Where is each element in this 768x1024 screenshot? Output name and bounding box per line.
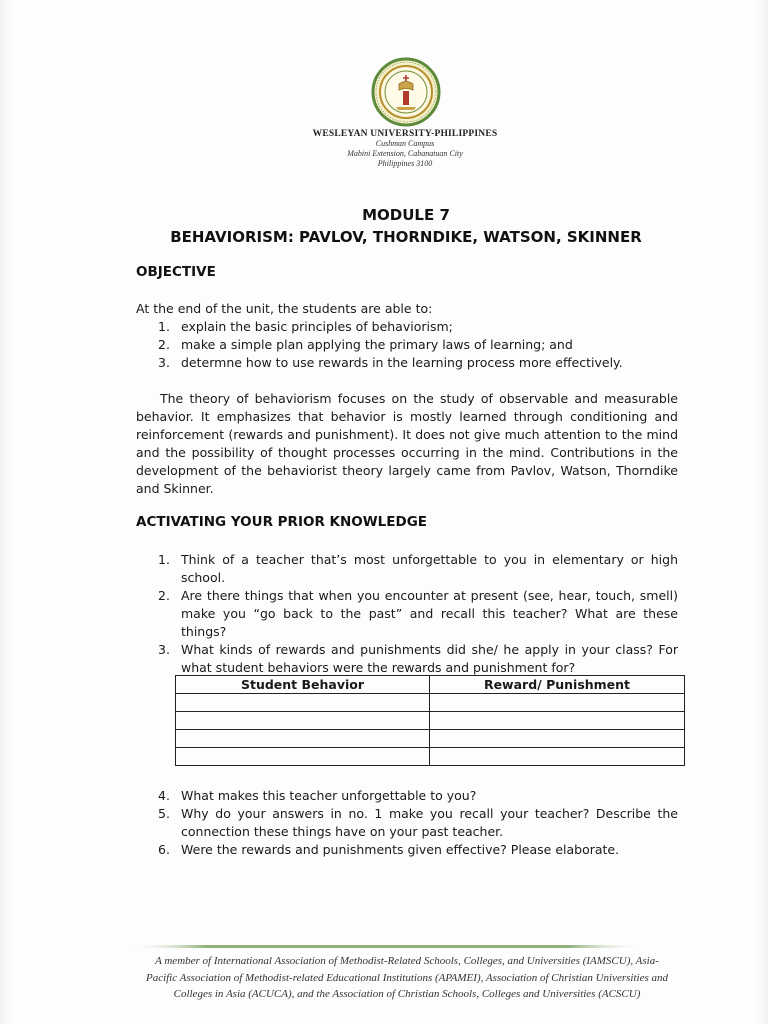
page-edge-right bbox=[756, 0, 768, 1024]
table-cell bbox=[430, 748, 685, 766]
question-2-line: things? bbox=[181, 624, 227, 639]
table-cell bbox=[430, 694, 685, 712]
paragraph-line: and Skinner. bbox=[136, 481, 214, 496]
paragraph-line: and the possibility of thought processes occurring in the mind. Contributions in the bbox=[136, 445, 678, 460]
university-seal-icon bbox=[371, 57, 441, 127]
campus-line: Cushman Campus bbox=[375, 139, 435, 148]
question-6-line: Were the rewards and punishments given effective? Please elaborate. bbox=[181, 842, 620, 857]
question-4-line: What makes this teacher unforgettable to you? bbox=[181, 788, 477, 803]
question-1-line: Think of a teacher that’s most unforgettable to you in elementary or high bbox=[181, 552, 678, 567]
module-title: MODULE 7 bbox=[362, 206, 450, 224]
question-5-line: Why do your answers in no. 1 make you recall your teacher? Describe the bbox=[181, 806, 678, 821]
objective-item-3-number: 3. bbox=[158, 355, 170, 370]
question-2-line: make you “go back to the past” and recall this teacher? What are these bbox=[181, 606, 678, 621]
objective-heading: OBJECTIVE bbox=[136, 264, 216, 280]
country-line: Philippines 3100 bbox=[377, 159, 433, 168]
table-cell bbox=[430, 712, 685, 730]
table-cell bbox=[176, 730, 430, 748]
question-6-number: 6. bbox=[158, 842, 170, 857]
question-2-number: 2. bbox=[158, 588, 170, 603]
footer-divider bbox=[128, 944, 646, 950]
footer-line: Pacific Association of Methodist-related Educational Institutions (APAMEI), Association of Christian Universities and bbox=[145, 971, 669, 984]
footer-line: A member of International Association of Methodist-Related Schools, Colleges, and Universities (IAMSCU), Asia- bbox=[155, 955, 659, 967]
table-header-row bbox=[176, 676, 685, 694]
question-4-number: 4. bbox=[158, 788, 170, 803]
question-3-number: 3. bbox=[158, 642, 170, 657]
table-row bbox=[176, 748, 685, 766]
paragraph-line: behavior. It emphasizes that behavior is mostly learned through conditioning and bbox=[136, 409, 678, 424]
question-3-line: what student behaviors were the rewards and punishment for? bbox=[181, 660, 576, 675]
module-subtitle: BEHAVIORISM: PAVLOV, THORNDIKE, WATSON, SKINNER bbox=[170, 228, 642, 246]
question-1-line: school. bbox=[181, 570, 226, 585]
behavior-reward-table bbox=[175, 675, 685, 766]
paragraph-line: reinforcement (rewards and punishment). It does not give much attention to the mind bbox=[136, 427, 678, 442]
table-row bbox=[176, 712, 685, 730]
objective-item-2-number: 2. bbox=[158, 337, 170, 352]
question-2-line: Are there things that when you encounter at present (see, hear, touch, smell) bbox=[181, 588, 678, 603]
question-3-line: What kinds of rewards and punishments did she/ he apply in your class? For bbox=[181, 642, 678, 657]
objective-item-1: explain the basic principles of behaviorism; bbox=[181, 319, 453, 334]
table-cell bbox=[176, 712, 430, 730]
activating-heading: ACTIVATING YOUR PRIOR KNOWLEDGE bbox=[136, 514, 428, 530]
footer-membership-note bbox=[134, 953, 680, 1003]
question-5-line: connection these things have on your past teacher. bbox=[181, 824, 504, 839]
page-edge-left bbox=[0, 0, 12, 1024]
table-cell bbox=[176, 694, 430, 712]
objective-item-2: make a simple plan applying the primary laws of learning; and bbox=[181, 337, 573, 352]
address-line: Mabini Extension, Cabanatuan City bbox=[347, 149, 463, 158]
table-row bbox=[176, 730, 685, 748]
question-5-number: 5. bbox=[158, 806, 170, 821]
university-header bbox=[300, 129, 510, 169]
university-name: WESLEYAN UNIVERSITY-PHILIPPINES bbox=[312, 129, 498, 139]
question-1-number: 1. bbox=[158, 552, 170, 567]
column-header-reward-punishment: Reward/ Punishment bbox=[430, 676, 685, 694]
table-row bbox=[176, 694, 685, 712]
objective-item-1-number: 1. bbox=[158, 319, 170, 334]
table-cell bbox=[430, 730, 685, 748]
objective-item-3: determne how to use rewards in the learning process more effectively. bbox=[181, 355, 623, 370]
paragraph-line: development of the behaviorist theory largely came from Pavlov, Watson, Thorndike bbox=[136, 463, 678, 478]
objective-intro: At the end of the unit, the students are able to: bbox=[136, 301, 433, 316]
paragraph-line: The theory of behaviorism focuses on the study of observable and measurable bbox=[160, 391, 678, 406]
column-header-student-behavior: Student Behavior bbox=[176, 676, 430, 694]
table-cell bbox=[176, 748, 430, 766]
footer-line: Colleges in Asia (ACUCA), and the Association of Christian Schools, Colleges and Universities (ACSCU) bbox=[173, 988, 641, 1000]
